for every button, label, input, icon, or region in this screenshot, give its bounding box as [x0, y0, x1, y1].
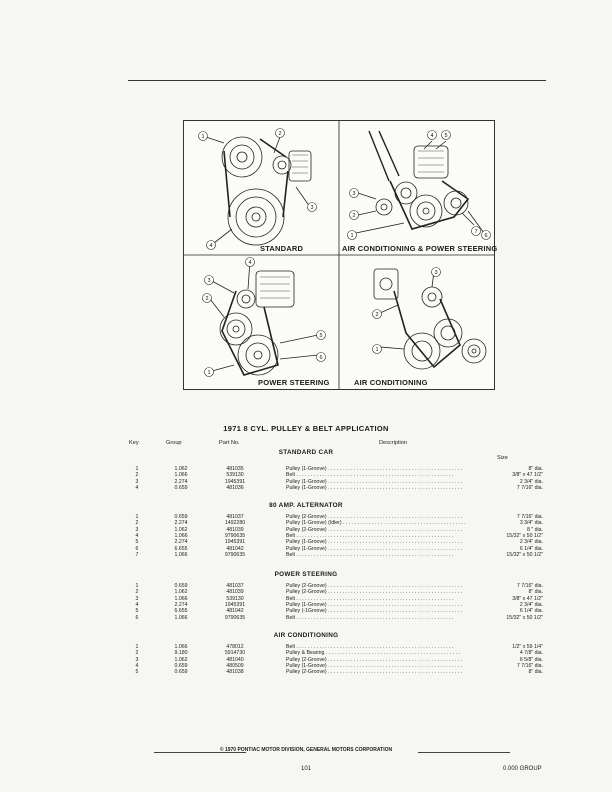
row-size: 15/32" x 50 1/2"	[470, 533, 543, 540]
svg-text:5: 5	[444, 133, 448, 139]
row-size: 15/32" x 50 1/2"	[470, 615, 543, 622]
row-part-number: 481037	[226, 514, 244, 520]
row-size: 6 5/8" dia.	[470, 657, 543, 664]
row-description: Pulley (2-Groove) . . . . . . . . . . . . . . . . . . . . . . . . . . . . . . . . . . . . . . . . . . . . . . .	[286, 526, 463, 533]
row-part-number: 480509	[226, 662, 244, 669]
row-size: 15/32" x 50 1/2"	[470, 552, 543, 559]
table-row	[0, 485, 612, 492]
row-key: 4	[135, 662, 139, 669]
row-description: Pulley (1-Groove) . . . . . . . . . . . . . . . . . . . . . . . . . . . . . . . . . . . . . . . . . . . . . . .	[286, 478, 463, 485]
svg-text:2: 2	[278, 131, 282, 137]
row-group: 0.659	[174, 662, 188, 669]
section-heading: AIR CONDITIONING	[273, 632, 339, 639]
svg-text:1: 1	[350, 233, 354, 239]
label-air-conditioning: AIR CONDITIONING	[354, 378, 428, 387]
table-title: 1971 8 CYL. PULLEY & BELT APPLICATION	[223, 424, 389, 433]
row-key: 5	[135, 539, 139, 546]
row-part-number: 1492280	[224, 520, 246, 527]
power-steering-callouts	[203, 258, 326, 377]
row-group: 2.274	[174, 478, 188, 485]
table-row	[0, 669, 612, 676]
row-part-number: 481038	[226, 669, 244, 676]
row-key: 3	[135, 478, 139, 485]
row-group: 0.659	[174, 514, 188, 520]
row-key: 5	[135, 669, 139, 676]
svg-text:3: 3	[310, 205, 314, 211]
row-description: Pulley (1-Groove) . . . . . . . . . . . . . . . . . . . . . . . . . . . . . . . . . . . . . . . . . . . . . . .	[286, 662, 463, 669]
row-part-number: 481035	[226, 466, 244, 472]
standard-diagram	[206, 137, 314, 245]
ac-ps-callouts	[348, 131, 491, 240]
row-part-number: 481036	[226, 484, 244, 491]
row-key: 5	[135, 608, 139, 615]
row-key: 1	[135, 644, 139, 650]
table-row	[0, 552, 612, 559]
row-description: Pulley (2-Groove) . . . . . . . . . . . . . . . . . . . . . . . . . . . . . . . . . . . . . . . . . . . . . . .	[286, 514, 463, 520]
row-description: Belt . . . . . . . . . . . . . . . . . . . . . . . . . . . . . . . . . . . . . . . . . . . . . . . . . . . . . . .	[286, 532, 454, 539]
col-header-key: Key	[129, 440, 139, 446]
row-group: 1.062	[174, 589, 188, 596]
belt-diagrams	[184, 121, 494, 389]
row-description: Pulley (1-Groove) . . . . . . . . . . . . . . . . . . . . . . . . . . . . . . . . . . . . . . . . . . . . . . .	[286, 484, 463, 491]
row-key: 6	[135, 545, 139, 552]
row-group: 9.180	[174, 650, 188, 657]
copyright-notice: © 1970 PONTIAC MOTOR DIVISION, GENERAL MOTORS CORPORATION	[219, 747, 393, 753]
row-part-number: 481039	[226, 526, 244, 533]
label-standard: STANDARD	[260, 244, 304, 253]
group-number: 0.000 GROUP	[503, 766, 542, 772]
svg-text:2: 2	[352, 213, 356, 219]
row-part-number: 481042	[226, 545, 244, 552]
section-heading: 80 AMP. ALTERNATOR	[269, 502, 343, 509]
row-description: Pulley (1-Groove) . . . . . . . . . . . . . . . . . . . . . . . . . . . . . . . . . . . . . . . . . . . . . . .	[286, 545, 463, 552]
row-key: 4	[135, 484, 139, 491]
row-group: 1.066	[174, 595, 188, 602]
row-part-number: 481042	[226, 608, 244, 615]
row-size: 3 3/4" dia.	[470, 520, 543, 527]
row-key: 1	[135, 583, 139, 589]
row-size: 2 3/4" dia.	[470, 479, 543, 486]
row-group: 1.066	[174, 551, 188, 558]
row-group: 0.659	[174, 583, 188, 589]
row-size: 3/8" x 47 1/2"	[470, 596, 543, 603]
row-group: 2.274	[174, 601, 188, 608]
row-description: Belt . . . . . . . . . . . . . . . . . . . . . . . . . . . . . . . . . . . . . . . . . . . . . . . . . . . . . . .	[286, 595, 454, 602]
row-key: 2	[135, 650, 139, 657]
row-size: 3/8" x 47 1/2"	[470, 472, 543, 479]
row-description: Pulley & Bearing . . . . . . . . . . . . . . . . . . . . . . . . . . . . . . . . . . . . . . . . . . . . . . .	[286, 650, 460, 657]
row-size: 7 7/16" dia.	[470, 485, 543, 492]
row-group: 1.062	[174, 656, 188, 663]
row-size: 6 1/4" dia.	[470, 546, 543, 553]
header-rule	[128, 80, 546, 81]
row-size: 2 3/4" dia.	[470, 602, 543, 609]
row-description: Belt . . . . . . . . . . . . . . . . . . . . . . . . . . . . . . . . . . . . . . . . . . . . . . . . . . . . . . .	[286, 614, 454, 621]
row-group: 0.659	[174, 669, 188, 676]
row-size: 7 7/16" dia.	[470, 583, 543, 590]
row-size: 7 7/16" dia.	[470, 514, 543, 521]
col-header-group: Group	[166, 440, 182, 446]
row-key: 3	[135, 526, 139, 533]
row-description: Pulley (1-Groove) . . . . . . . . . . . . . . . . . . . . . . . . . . . . . . . . . . . . . . . . . . . . . . .	[286, 539, 463, 546]
row-size: 8" dia.	[470, 589, 543, 596]
svg-text:1: 1	[207, 370, 211, 376]
row-description: Belt . . . . . . . . . . . . . . . . . . . . . . . . . . . . . . . . . . . . . . . . . . . . . . . . . . . . . . .	[286, 472, 454, 479]
row-part-number: 9790635	[224, 614, 246, 621]
label-ac-ps: AIR CONDITIONING & POWER STEERING	[342, 244, 498, 253]
ac-ps-diagram	[356, 131, 484, 233]
row-key: 7	[135, 551, 139, 558]
section-heading: POWER STEERING	[274, 571, 338, 578]
row-part-number: 1945391	[224, 478, 246, 485]
svg-text:2: 2	[375, 312, 379, 318]
row-size: 8 " dia.	[470, 527, 543, 534]
col-header-part: Part No.	[219, 440, 240, 446]
row-description: Belt . . . . . . . . . . . . . . . . . . . . . . . . . . . . . . . . . . . . . . . . . . . . . . . . . . . . . . .	[286, 644, 454, 650]
row-key: 1	[135, 466, 139, 472]
svg-text:3: 3	[434, 270, 438, 276]
row-description: Pulley (1-Groove) . . . . . . . . . . . . . . . . . . . . . . . . . . . . . . . . . . . . . . . . . . . . . . .	[286, 601, 463, 608]
page-number: 101	[300, 766, 311, 772]
row-key: 3	[135, 595, 139, 602]
row-key: 2	[135, 589, 139, 596]
row-key: 1	[135, 514, 139, 520]
row-description: Pulley (2-Groove) . . . . . . . . . . . . . . . . . . . . . . . . . . . . . . . . . . . . . . . . . . . . . . .	[286, 656, 463, 663]
row-part-number: 481037	[226, 583, 244, 589]
belt-diagram-panel	[183, 120, 498, 390]
row-size: 6 1/4" dia.	[470, 608, 543, 615]
col-header-size: Size	[497, 455, 508, 461]
row-size: 8" dia.	[470, 669, 543, 676]
row-size: 8" dia.	[470, 466, 543, 473]
row-description: Pulley (2-Groove) . . . . . . . . . . . . . . . . . . . . . . . . . . . . . . . . . . . . . . . . . . . . . . .	[286, 589, 463, 596]
row-key: 6	[135, 614, 139, 621]
row-group: 0.659	[174, 484, 188, 491]
row-group: 1.066	[174, 472, 188, 479]
row-part-number: 1945391	[224, 539, 246, 546]
row-group: 2.274	[174, 539, 188, 546]
row-group: 2.274	[174, 520, 188, 527]
svg-text:5: 5	[319, 333, 323, 339]
row-key: 4	[135, 601, 139, 608]
row-part-number: 478012	[226, 644, 244, 650]
row-part-number: 481039	[226, 589, 244, 596]
svg-text:1: 1	[201, 134, 205, 140]
row-group: 6.655	[174, 545, 188, 552]
svg-text:6: 6	[484, 233, 488, 239]
power-steering-diagram	[210, 261, 318, 375]
row-description: Pulley (1-Groove) (Idler) . . . . . . . . . . . . . . . . . . . . . . . . . . . . . . . . . . . . . . . . . . .	[286, 520, 466, 527]
svg-text:4: 4	[248, 260, 252, 266]
svg-text:2: 2	[205, 296, 209, 302]
table-row	[0, 615, 612, 622]
section-heading: STANDARD CAR	[278, 449, 334, 456]
air-conditioning-callouts	[373, 268, 441, 354]
row-key: 4	[135, 532, 139, 539]
svg-text:4: 4	[209, 243, 213, 249]
row-part-number: 539130	[226, 472, 244, 479]
row-size: 1/2" x 59 1/4"	[470, 644, 543, 651]
svg-text:6: 6	[319, 355, 323, 361]
row-part-number: 5914730	[224, 650, 246, 657]
air-conditioning-diagram	[374, 269, 486, 369]
row-key: 3	[135, 656, 139, 663]
row-description: Pulley (-1Groove) . . . . . . . . . . . . . . . . . . . . . . . . . . . . . . . . . . . . . . . . . . . . . . .	[286, 608, 463, 615]
row-description: Pulley (2-Groove) . . . . . . . . . . . . . . . . . . . . . . . . . . . . . . . . . . . . . . . . . . . . . . .	[286, 583, 463, 589]
row-description: Belt . . . . . . . . . . . . . . . . . . . . . . . . . . . . . . . . . . . . . . . . . . . . . . . . . . . . . . .	[286, 551, 454, 558]
svg-text:3: 3	[352, 191, 356, 197]
row-description: Pulley (2-Groove) . . . . . . . . . . . . . . . . . . . . . . . . . . . . . . . . . . . . . . . . . . . . . . .	[286, 669, 463, 676]
row-description: Pulley (1-Groove) . . . . . . . . . . . . . . . . . . . . . . . . . . . . . . . . . . . . . . . . . . . . . . .	[286, 466, 463, 472]
col-header-description: Description	[379, 440, 407, 446]
svg-text:3: 3	[207, 278, 211, 284]
row-part-number: 1945391	[224, 601, 246, 608]
svg-text:4: 4	[430, 133, 434, 139]
row-key: 2	[135, 520, 139, 527]
row-size: 7 7/16" dia.	[470, 663, 543, 670]
row-group: 1.062	[174, 526, 188, 533]
row-group: 1.066	[174, 644, 188, 650]
row-part-number: 481040	[226, 656, 244, 663]
row-part-number: 9790635	[224, 551, 246, 558]
row-key: 2	[135, 472, 139, 479]
row-part-number: 539130	[226, 595, 244, 602]
row-group: 1.062	[174, 466, 188, 472]
svg-text:7: 7	[474, 229, 478, 235]
row-group: 1.066	[174, 532, 188, 539]
row-group: 1.066	[174, 614, 188, 621]
row-group: 6.655	[174, 608, 188, 615]
row-size: 4 7/8" dia.	[470, 650, 543, 657]
label-power-steering: POWER STEERING	[258, 378, 330, 387]
svg-text:1: 1	[375, 347, 379, 353]
row-size: 2 3/4" dia.	[470, 539, 543, 546]
row-part-number: 9790635	[224, 532, 246, 539]
